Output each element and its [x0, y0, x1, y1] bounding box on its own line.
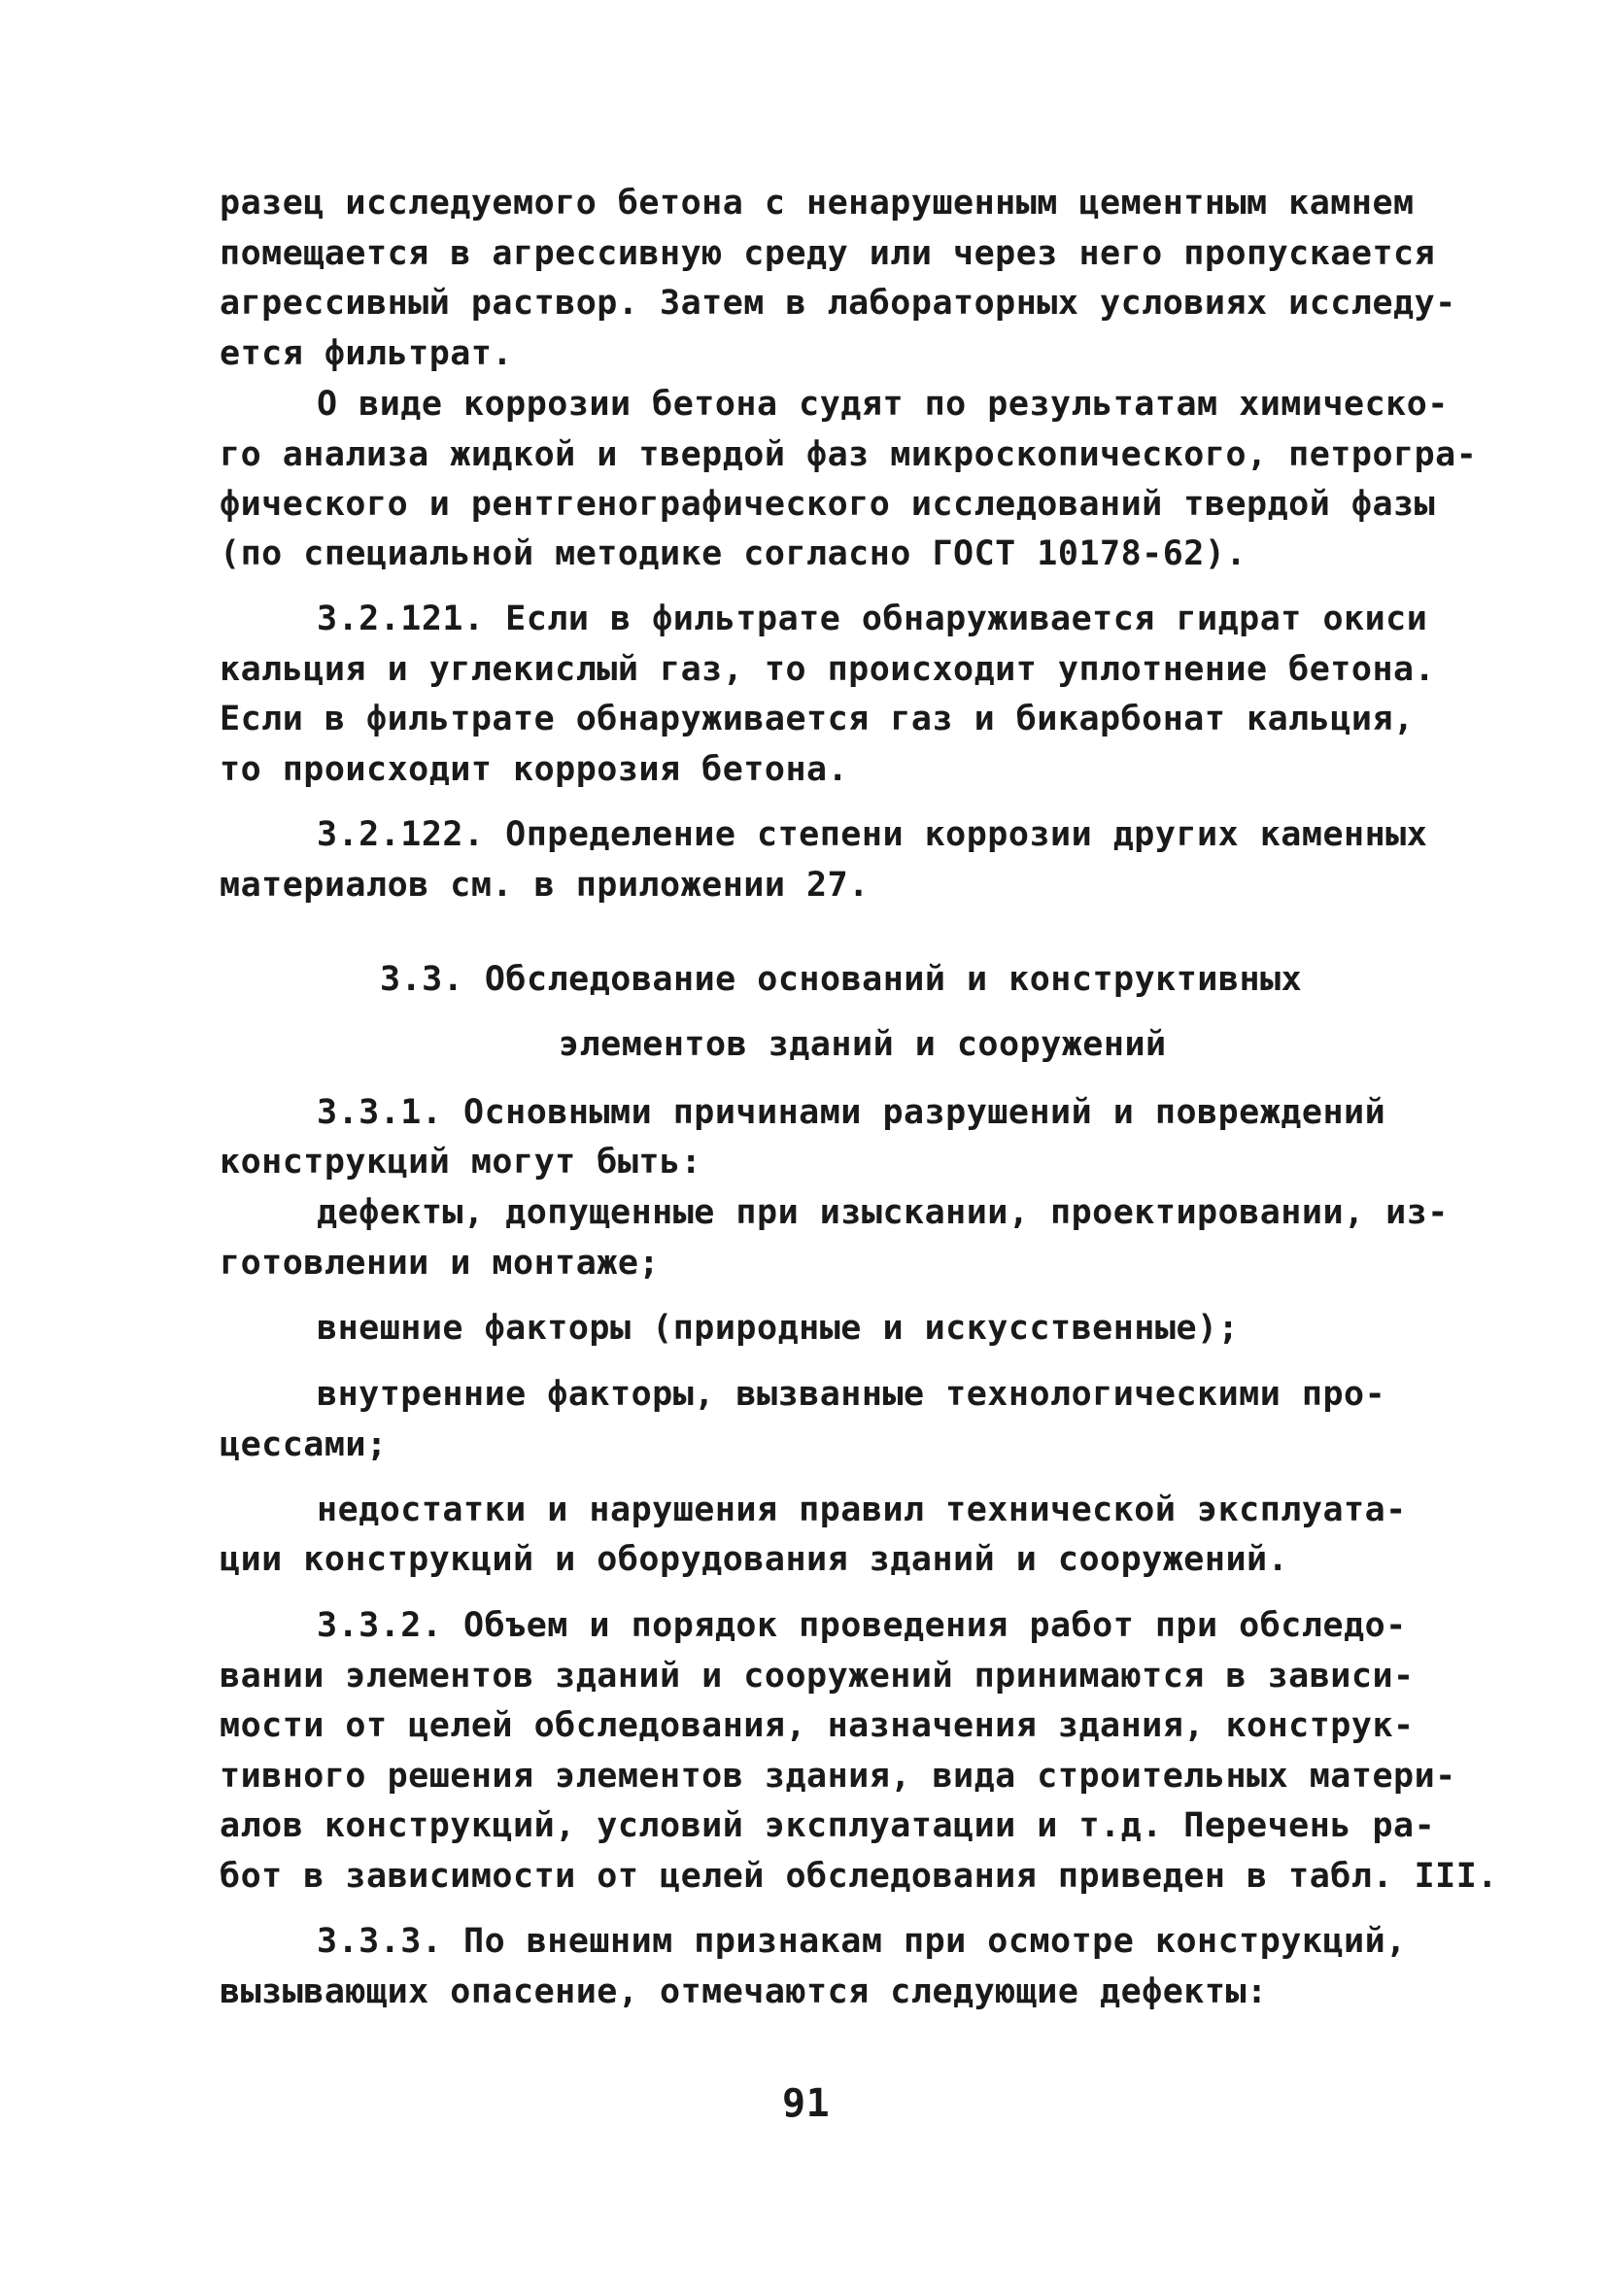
text-line: вании элементов зданий и сооружений принимаются в зависи-	[220, 1657, 1415, 1696]
text-line: конструкций могут быть:	[220, 1143, 702, 1182]
text-line: 3.3.2. Объем и порядок проведения работ при обследо-	[317, 1606, 1407, 1645]
text-line: тивного решения элементов здания, вида строительных матери-	[220, 1757, 1456, 1796]
text-line: готовлении и монтаже;	[220, 1244, 661, 1283]
text-line: разец исследуемого бетона с ненарушенным цементным камнем	[220, 184, 1415, 223]
text-line: бот в зависимости от целей обследования приведен в табл. III.	[220, 1857, 1498, 1896]
page-number: 91	[782, 2081, 831, 2126]
text-line: фического и рентгенографического исследований твердой фазы	[220, 485, 1436, 524]
text-line: алов конструкций, условий эксплуатации и т.д. Перечень ра-	[220, 1806, 1436, 1845]
text-line: (по специальной методике согласно ГОСТ 10178-62).	[220, 534, 1247, 573]
text-line: 3.3.1. Основными причинами разрушений и повреждений	[317, 1093, 1386, 1132]
text-line: 3.3.3. По внешним признакам при осмотре конструкций,	[317, 1922, 1407, 1961]
text-line: кальция и углекислый газ, то происходит уплотнение бетона.	[220, 650, 1436, 689]
text-line: ется фильтрат.	[220, 334, 514, 373]
text-line: внешние факторы (природные и искусственные);	[317, 1309, 1240, 1348]
section-heading: 3.3. Обследование оснований и конструктивных	[380, 960, 1303, 999]
text-line: О виде коррозии бетона судят по результатам химическо-	[317, 385, 1449, 424]
text-line: дефекты, допущенные при изыскании, проектировании, из-	[317, 1193, 1449, 1232]
text-line: го анализа жидкой и твердой фаз микроскопического, петрогра-	[220, 435, 1478, 474]
text-line: вызывающих опасение, отмечаются следующие дефекты:	[220, 1972, 1268, 2011]
text-line: недостатки и нарушения правил технической эксплуата-	[317, 1491, 1407, 1529]
text-line: 3.2.121. Если в фильтрате обнаруживается гидрат окиси	[317, 600, 1428, 638]
text-line: мости от целей обследования, назначения здания, конструк-	[220, 1706, 1415, 1745]
text-line: 3.2.122. Определение степени коррозии других каменных	[317, 815, 1428, 854]
text-line: агрессивный раствор. Затем в лабораторных условиях исследу-	[220, 284, 1456, 323]
section-heading: элементов зданий и сооружений	[559, 1025, 1167, 1064]
text-line: материалов см. в приложении 27.	[220, 866, 870, 905]
text-line: то происходит коррозия бетона.	[220, 750, 849, 789]
text-line: Если в фильтрате обнаруживается газ и бикарбонат кальция,	[220, 700, 1415, 738]
text-line: внутренние факторы, вызванные технологическими про-	[317, 1375, 1386, 1414]
text-line: цессами;	[220, 1425, 388, 1464]
text-line: помещается в агрессивную среду или через него пропускается	[220, 234, 1436, 273]
text-line: ции конструкций и оборудования зданий и сооружений.	[220, 1540, 1289, 1579]
